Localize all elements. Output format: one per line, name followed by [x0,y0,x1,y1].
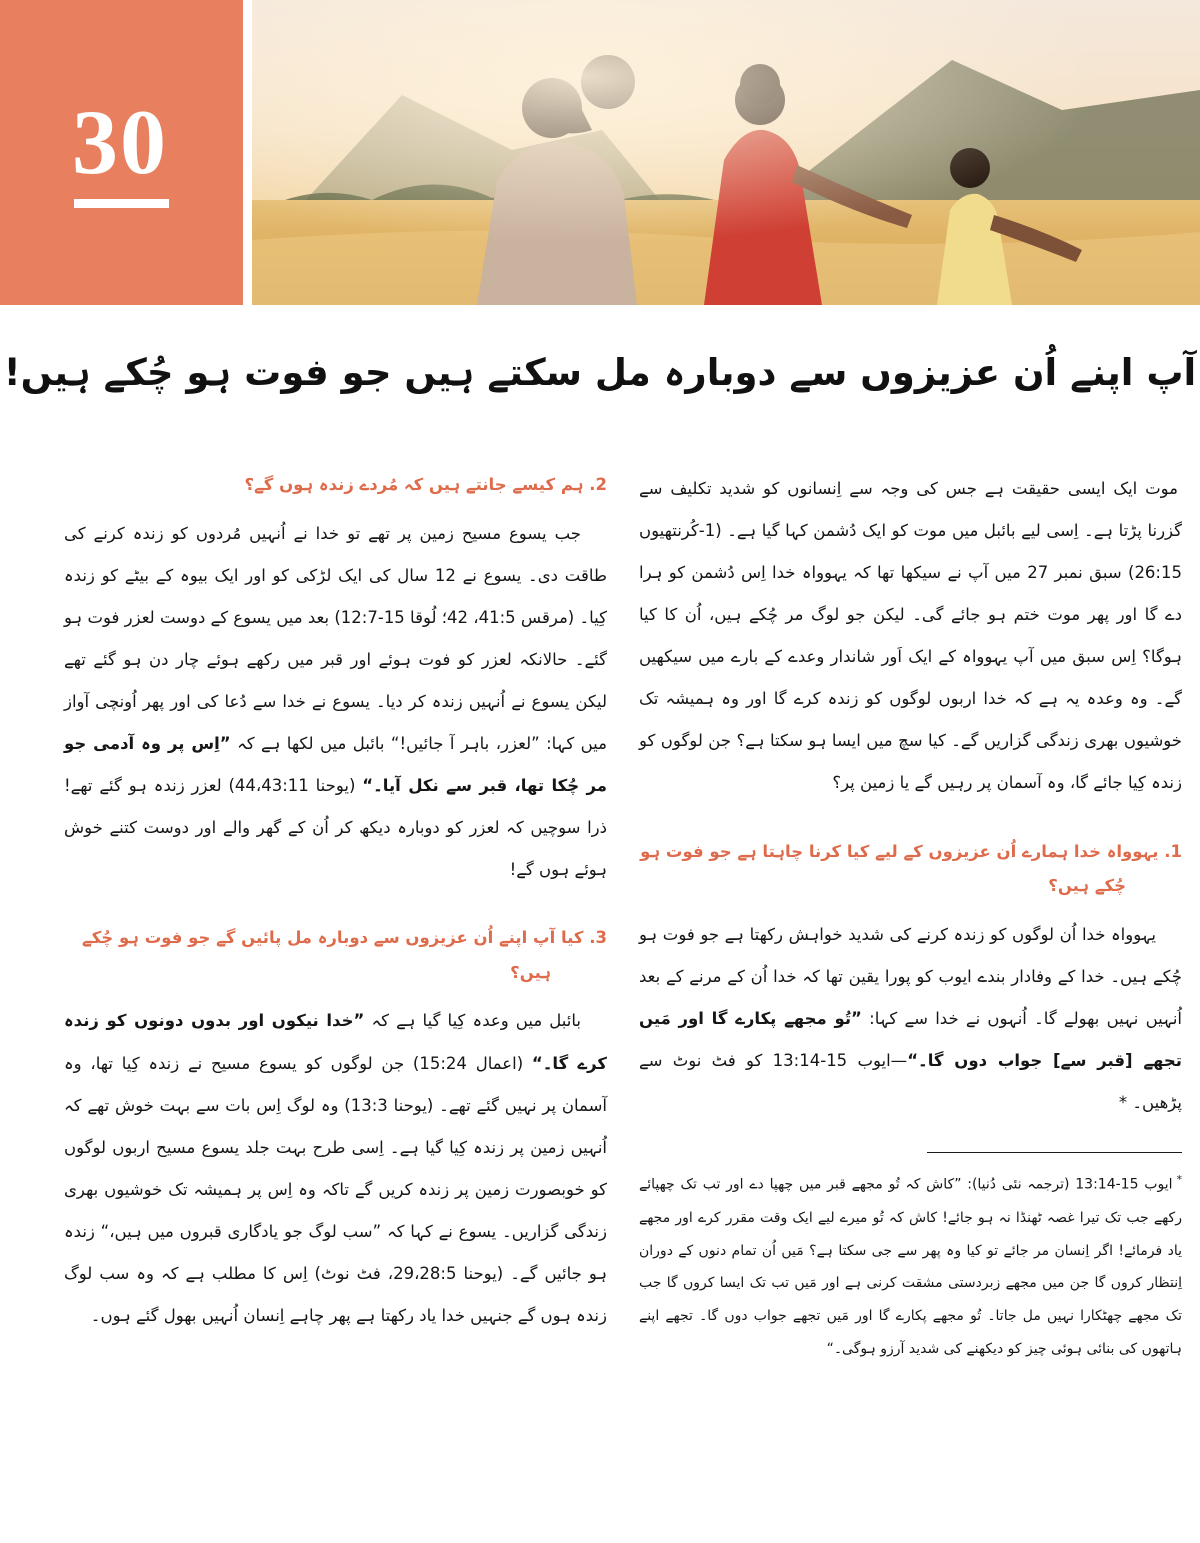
photo-glow [252,0,1200,305]
paragraph-job-post: —ایوب 15-13:14 کو فٹ نوٹ سے پڑھیں۔ * [639,1050,1182,1113]
paragraph-job-promise [639,914,1182,1124]
column-first [639,468,1182,1366]
footnote-body: ایوب 15-13:14 (ترجمہ نئی دُنیا): ”کاش کہ تُو مجھے قبر میں چھپا دے اور تب تک چھپائے رکھے جب تک تیرا غصہ ٹھنڈا نہ ہو جائے! کاش کہ تُو میرے لیے ایک وقت مقرر کرے اور مجھے یاد فرمائے! اگر اِنسان مر جائے تو کیا وہ پھر سے جی سکتا ہے؟ مَیں اُن تمام دنوں کے دوران اِنتظار کروں گا جن میں مجھے زبردستی مشقت کرنی ہے اور مَیں تب تک ایسا کروں گا جب تک مجھے چھٹکارا نہیں مل جاتا۔ تُو مجھے پکارے گا اور مَیں تجھے جواب دوں گا۔ تجھے اپنے ہاتھوں کی بنائی ہوئی چیز کو دیکھنے کی شدید آرزو ہوگی۔“ [639,1176,1182,1358]
paragraph-resurrections-pre: جب یسوع مسیح زمین پر تھے تو خدا نے اُنہیں مُردوں کو زندہ کرنے کی طاقت دی۔ یسوع نے 12 سال کی ایک لڑکی کو اور ایک بیوہ کے بیٹے کو زندہ کِیا۔ (مرقس 41:5، 42؛ لُوقا 15-12:7) بعد میں یسوع کے دوست لعزر فوت ہو گئے۔ حالانکہ لعزر کو فوت ہوئے اور قبر میں رکھے ہوئے چار دن ہو گئے تھے لیکن یسوع نے اُنہیں زندہ کر دیا۔ یسوع نے خدا سے دُعا کی اور پھر اُونچی آواز میں کہا: ”لعزر، باہر آ جائیں!“ بائبل میں لکھا ہے کہ [64,523,608,753]
paragraph-hope-post: (اعمال 15:24) جن لوگوں کو یسوع مسیح نے زندہ کِیا تھا، وہ آسمان پر نہیں گئے تھے۔ (یوحنا 13:3) وہ لوگ اِس بات سے بہت خوش تھے کہ اُنہیں زمین پر زندہ کِیا گیا ہے۔ اِسی طرح بہت جلد یسوع مسیح اربوں لوگوں کو خوبصورت زمین پر زندہ کریں گے تاکہ وہ اِس پر ہمیشہ تک خوشیوں بھری زندگی گزاریں۔ یسوع نے کہا کہ ”سب لوگ جو یادگاری قبروں میں ہیں،“ زندہ ہو جائیں گے۔ (یوحنا 29،28:5، فٹ نوٹ) اِس کا مطلب ہے کہ وہ سب لوگ زندہ ہوں گے جنہیں خدا یاد رکھتا ہے پھر چاہے اِنسان اُنہیں بھول گئے ہوں۔ [64,1053,608,1325]
paragraph-hope [64,1000,607,1337]
footnote-divider [927,1152,1182,1153]
paragraph-resurrections-quote: ”اِس پر وہ آدمی جو مر چُکا تھا، قبر سے نکل آیا۔“ [64,733,607,796]
paragraph-job-pre: یہوواہ خدا اُن لوگوں کو زندہ کرنے کی شدید خواہش رکھتا ہے جو فوت ہو چُکے ہیں۔ خدا کے وفادار بندے ایوب کو پورا یقین تھا کہ خدا اُن کے مرنے کے بعد اُنہیں نہیں بھولے گا۔ اُنہوں نے خدا سے کہا: [639,924,1182,1028]
page-number-underline [74,199,169,208]
family-photo-illustration [252,0,1200,305]
paragraph-hope-quote: ”خدا نیکوں اور بدوں دونوں کو زندہ کرے گا۔“ [64,1011,608,1073]
paragraph-job-quote: ”تُو مجھے پکارے گا اور مَیں تجھے [قبر سے] جواب دوں گا۔“ [639,1008,1182,1070]
column-second [64,468,607,1366]
lesson-number-block [0,0,243,305]
footnote-text [639,1167,1182,1366]
article-body [63,468,1182,1366]
family-photo [252,0,1200,305]
paragraph-resurrections [64,513,607,892]
page-header [0,0,1200,305]
article-title: آپ اپنے اُن عزیزوں سے دوبارہ مل سکتے ہیں جو فوت ہو چُکے ہیں! [3,351,1197,394]
study-question-1: 1. یہوواہ خدا ہمارے اُن عزیزوں کے لیے کیا کرنا چاہتا ہے جو فوت ہو چُکے ہیں؟ [640,841,1182,896]
footnote-marker: * [1176,1173,1182,1187]
page-number: 30 [72,91,168,193]
paragraph-resurrections-post: (یوحنا 44،43:11) لعزر زندہ ہو گئے تھے! ذرا سوچیں کہ لعزر کو دوبارہ دیکھ کر اُن کے گھر والے اور دوست کتنے خوش ہوئے ہوں گے! [64,776,607,880]
intro-paragraph: موت ایک ایسی حقیقت ہے جس کی وجہ سے اِنسانوں کو شدید تکلیف سے گزرنا پڑتا ہے۔ اِسی لیے بائبل میں موت کو ایک دُشمن کہا گیا ہے۔ (1-کُرنتھیوں 26:15) سبق نمبر 27 میں آپ نے سیکھا تھا کہ یہوواہ خدا اِس دُشمن کو ہرا دے گا اور پھر موت ختم ہو جائے گی۔ لیکن جو لوگ مر چُکے ہیں، اُن کا کیا ہوگا؟ اِس سبق میں آپ یہوواہ کے ایک اَور شاندار وعدے کے بارے میں سیکھیں گے۔ وہ وعدہ یہ ہے کہ خدا اربوں لوگوں کو زندہ کرے گا اور وہ ہمیشہ تک خوشیوں بھری زندگی گزاریں گے۔ کیا سچ میں ایسا ہو سکتا ہے؟ جن لوگوں کو زندہ کِیا جائے گا، وہ آسمان پر رہیں گے یا زمین پر؟ [639,479,1182,793]
paragraph-hope-pre: بائبل میں وعدہ کِیا گیا ہے کہ [364,1011,581,1031]
study-question-3: 3. کیا آپ اپنے اُن عزیزوں سے دوبارہ مل پائیں گے جو فوت ہو چُکے ہیں؟ [82,928,607,982]
study-question-2: 2. ہم کیسے جانتے ہیں کہ مُردے زندہ ہوں گے؟ [244,475,607,494]
